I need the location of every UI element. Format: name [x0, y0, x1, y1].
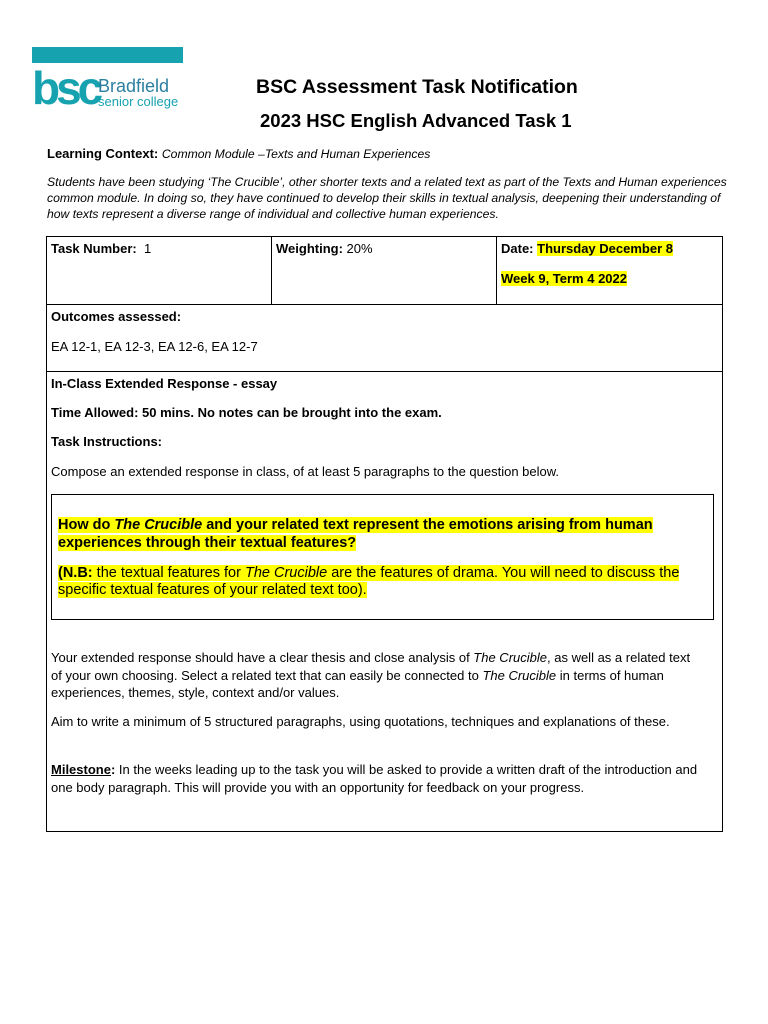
logo-mark	[32, 47, 184, 109]
learning-context-value: Common Module –Texts and Human Experiences	[161, 147, 431, 161]
weighting-cell	[271, 236, 497, 305]
intro-paragraph: Students have been studying ‘The Crucible’, other shorter texts and a related text as part of the Texts and Human experiences common module. In doing so, they have continued to develop their skills in textual analysis, deepening their understanding of how texts represent a diverse range of individual and collective human experiences.	[47, 175, 727, 221]
milestone-colon: :	[110, 762, 116, 777]
milestone	[51, 761, 701, 796]
page-title: BSC Assessment Task Notification	[256, 76, 578, 98]
time-allowed: Time Allowed: 50 mins. No notes can be brought into the exam.	[51, 405, 442, 420]
instructions-label: Task Instructions:	[51, 434, 163, 449]
weighting-value: 20%	[346, 241, 373, 256]
date-label: Date:	[501, 241, 534, 256]
learning-context-label: Learning Context:	[47, 146, 159, 161]
task-number-value: 1	[143, 241, 152, 256]
task-number-cell	[46, 236, 272, 305]
guidance-title-1: The Crucible	[473, 650, 547, 665]
milestone-text: In the weeks leading up to the task you will be asked to provide a written draft of the introduction and one body paragraph. This will provide you with an opportunity for feedback on your progress.	[51, 762, 698, 795]
learning-context	[47, 146, 430, 161]
nb-title: The Crucible	[244, 565, 328, 581]
guidance-text-c: in terms of human experiences, themes, style, context and/or values.	[51, 667, 664, 700]
paragraph-guidance: Aim to write a minimum of 5 structured paragraphs, using quotations, techniques and explanations of these.	[51, 714, 670, 729]
response-guidance	[51, 649, 701, 702]
question-box	[51, 494, 714, 620]
essay-question	[58, 516, 708, 552]
date-value: Thursday December 8	[537, 241, 673, 256]
outcomes-cell	[46, 304, 723, 372]
task-details-cell	[46, 371, 723, 832]
guidance-text-b: , as well as a related text of your own choosing. Select a related text that can easily be connected to	[51, 650, 691, 683]
logo-subname: senior college	[98, 94, 179, 109]
task-number-label: Task Number:	[51, 241, 137, 256]
weighting-label: Weighting:	[276, 241, 343, 256]
page-subtitle: 2023 HSC English Advanced Task 1	[260, 110, 572, 131]
milestone-label: Milestone	[51, 762, 111, 777]
logo-name: Bradfield	[98, 76, 170, 96]
week-value: Week 9, Term 4 2022	[501, 271, 627, 286]
logo-initials: bsc	[32, 62, 100, 109]
instructions-text: Compose an extended response in class, of at least 5 paragraphs to the question below.	[51, 464, 560, 479]
outcomes-label: Outcomes assessed:	[51, 309, 182, 324]
nb-text-b: are the features of drama. You will need to discuss the specific textual features of your related text too).	[58, 565, 680, 598]
nb-note	[58, 565, 708, 599]
task-type: In-Class Extended Response - essay	[51, 376, 278, 391]
question-title: The Crucible	[114, 517, 203, 533]
guidance-title-2: The Crucible	[482, 667, 557, 683]
date-cell	[496, 236, 723, 305]
outcomes-value: EA 12-1, EA 12-3, EA 12-6, EA 12-7	[51, 339, 258, 354]
question-text-a: How do	[58, 517, 115, 533]
question-text-b: and your related text represent the emotions arising from human experiences through their textual features?	[58, 517, 653, 551]
school-logo	[32, 47, 184, 109]
nb-label: (N.B:	[58, 565, 93, 581]
nb-text-a: the textual features for	[92, 565, 245, 581]
guidance-text-a: Your extended response should have a clear thesis and close analysis of	[51, 650, 474, 665]
